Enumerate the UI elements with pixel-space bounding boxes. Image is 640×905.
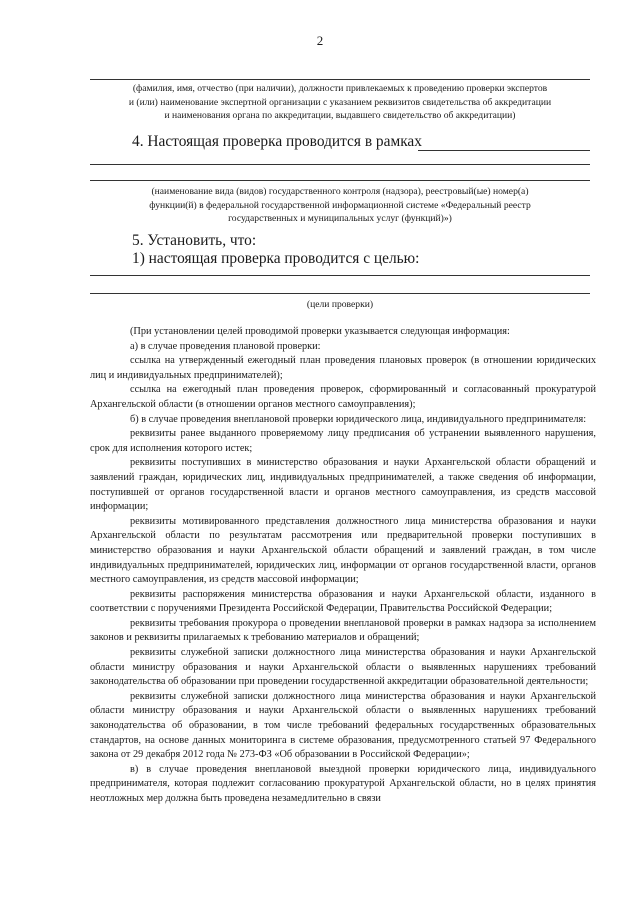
paragraph: ссылка на ежегодный план проведения проверок, сформированный и согласованный прокуратурой Архангельской области (в отношении органов местного самоуправления); <box>90 384 596 410</box>
caption-line: государственных и муниципальных услуг (функций)») <box>228 213 452 225</box>
item-4-heading: 4. Настоящая проверка проводится в рамках <box>132 133 422 150</box>
paragraph: а) в случае проведения плановой проверки: <box>130 340 321 352</box>
blank-line-item-4-a <box>90 164 590 165</box>
caption-line: и (или) наименование экспертной организации с указанием реквизитов свидетельства об аккредитации <box>128 96 552 108</box>
blank-line-item-4-b <box>90 180 590 181</box>
blank-line-experts <box>90 79 590 80</box>
caption-experts <box>90 82 590 123</box>
paragraph: реквизиты ранее выданного проверяемому лицу предписания об устранении выявленного нарушения, срок для исполнения которого истек; <box>90 428 596 454</box>
paragraph: ссылка на утвержденный ежегодный план проведения плановых проверок (в отношении юридических лиц и индивидуальных предпринимателей); <box>90 355 596 381</box>
page-number: 2 <box>316 33 324 48</box>
paragraph: в) в случае проведения внеплановой выездной проверки юридического лица, индивидуального предпринимателя, которая подлежит согласованию прокуратурой Архангельской области, но в целях принятия неотложных мер должна быть проведена незамедлительно в связи <box>90 763 596 804</box>
paragraph: б) в случае проведения внеплановой проверки юридического лица, индивидуального предпринимателя: <box>130 413 587 425</box>
caption-goals <box>90 298 590 312</box>
caption-control-type <box>90 185 590 226</box>
paragraph: реквизиты поступивших в министерство образования и науки Архангельской области обращений и заявлений граждан, юридических лиц, индивидуальных предпринимателей, а также сведения об информации, поступившей от органов государственной власти и органов местного самоуправления, из средств массовой информации; <box>90 457 596 513</box>
paragraph: реквизиты служебной записки должностного лица министерства образования и науки Архангельской области министру образования и науки Архангельской области о выявленных нарушениях требований законодательства об образовании при проведении государственной аккредитации образовательной деятельности; <box>90 647 596 688</box>
blank-line-goals-b <box>90 293 590 294</box>
paragraph: (При установлении целей проводимой проверки указывается следующая информация: <box>130 326 510 337</box>
paragraph: реквизиты требования прокурора о проведении внеплановой проверки в рамках надзора за исполнением законов и реквизиты прилагаемых к требованию материалов и обращений; <box>90 617 596 644</box>
caption-line: (фамилия, имя, отчество (при наличии), должности привлекаемых к проведению проверки экспертов <box>132 83 548 94</box>
body-text <box>90 325 596 807</box>
item-5-heading: 5. Установить, что: <box>132 232 257 249</box>
caption-line: (цели проверки) <box>306 299 374 310</box>
item-5-1-heading: 1) настоящая проверка проводится с целью: <box>132 250 420 267</box>
paragraph: реквизиты служебной записки должностного лица министерства образования и науки Архангельской области министру образования и науки Архангельской области о выявленных нарушениях требований законодательства об образовании, в том числе требований федеральных государственных образовательных стандартов, на основе данных мониторинга в системе образования, предусмотренного статьей 97 Федерального закона от 29 декабря 2012 года № 273-ФЗ «Об образовании в Российской Федерации»; <box>90 690 596 761</box>
caption-line: и наименования органа по аккредитации, выдавшего свидетельство об аккредитации) <box>164 110 516 122</box>
paragraph: реквизиты мотивированного представления должностного лица министерства образования и науки Архангельской области по результатам рассмотрения или предварительной проверки поступивших в министерство образования и науки Архангельской области обращений и заявлений граждан, в том числе индивидуальных предпринимателей, юридических лиц, информации от органов государственной власти, органов местного самоуправления, из средств массовой информации; <box>90 515 596 586</box>
blank-line-item-4-inline <box>418 150 590 151</box>
blank-line-goals-a <box>90 275 590 276</box>
paragraph: реквизиты распоряжения министерства образования и науки Архангельской области, изданного в соответствии с поручениями Президента Российской Федерации, Правительства Российской Федерации; <box>90 588 596 615</box>
caption-line: (наименование вида (видов) государственного контроля (надзора), реестровый(ые) номер(а) <box>151 186 529 197</box>
caption-line: функции(й) в федеральной государственной информационной системе «Федеральный реестр <box>149 199 531 211</box>
